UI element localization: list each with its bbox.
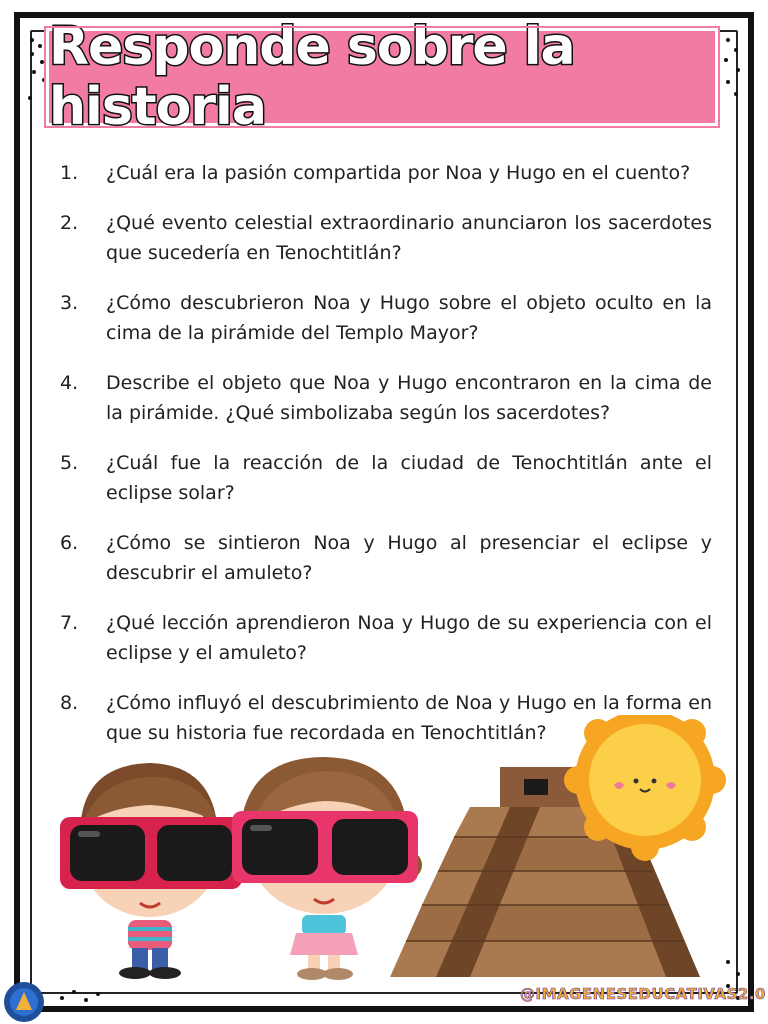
question-number: 1. (60, 162, 79, 184)
girl-illustration (232, 757, 422, 980)
question-item (60, 158, 712, 188)
question-number: 6. (60, 532, 79, 554)
question-number: 4. (60, 372, 79, 394)
question-text: Describe el objeto que Noa y Hugo encontraron en la cima de la pirámide. ¿Qué simbolizaba según los sacerdotes? (106, 372, 712, 424)
credit-watermark: @IMAGENESEDUCATIVAS2.0 (520, 985, 766, 1003)
question-number: 2. (60, 212, 79, 234)
question-number: 3. (60, 292, 79, 314)
question-text: ¿Cómo se sintieron Noa y Hugo al presenciar el eclipse y descubrir el amuleto? (106, 532, 712, 584)
page-title: Responde sobre la historia (49, 17, 575, 137)
question-item (60, 368, 712, 428)
question-text: ¿Cómo influyó el descubrimiento de Noa y Hugo en la forma en que su historia fue recordada en Tenochtitlán? (106, 692, 712, 744)
question-number: 7. (60, 612, 79, 634)
question-item (60, 208, 712, 268)
publisher-logo-icon (2, 980, 46, 1024)
boy-illustration (60, 763, 242, 979)
question-item (60, 608, 712, 668)
question-text: ¿Qué lección aprendieron Noa y Hugo de su experiencia con el eclipse y el amuleto? (106, 612, 712, 664)
question-text: ¿Cuál fue la reacción de la ciudad de Tenochtitlán ante el eclipse solar? (106, 452, 712, 504)
title-banner (46, 17, 718, 137)
question-item (60, 288, 712, 348)
question-item (60, 448, 712, 508)
eclipse-glasses-icon (232, 811, 418, 883)
question-number: 5. (60, 452, 79, 474)
illustration (40, 715, 730, 995)
question-item (60, 528, 712, 588)
question-text: ¿Qué evento celestial extraordinario anunciaron los sacerdotes que sucedería en Tenochtitlán? (106, 212, 712, 264)
eclipse-glasses-icon (60, 817, 242, 889)
question-number: 8. (60, 692, 79, 714)
question-text: ¿Cuál era la pasión compartida por Noa y Hugo en el cuento? (106, 162, 691, 184)
question-list (60, 158, 712, 768)
question-text: ¿Cómo descubrieron Noa y Hugo sobre el objeto oculto en la cima de la pirámide del Templo Mayor? (106, 292, 712, 344)
